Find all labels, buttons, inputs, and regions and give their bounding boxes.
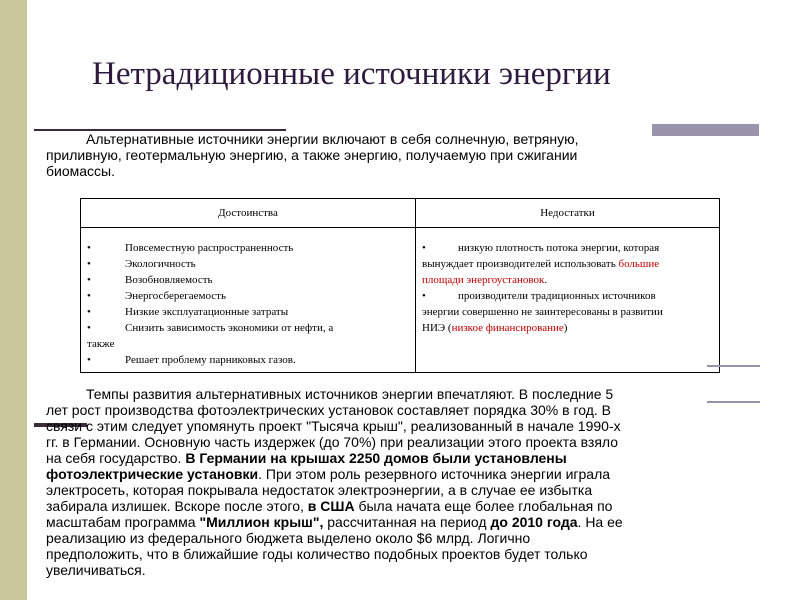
list-item-continuation: вынуждает производителей использовать большие bbox=[422, 258, 660, 270]
bullet-icon: • bbox=[87, 290, 91, 302]
body-line: фотоэлектрические установки. При этом роль резервного источника энергии играла bbox=[46, 466, 611, 482]
comparison-table bbox=[80, 198, 720, 373]
list-item: • Возобновляемость bbox=[87, 274, 213, 286]
list-item: • Низкие эксплуатационные затраты bbox=[87, 306, 289, 318]
list-item: • Решает проблему парниковых газов. bbox=[87, 354, 296, 366]
left-decorative-band bbox=[0, 0, 27, 600]
intro-line: биомассы. bbox=[46, 163, 115, 179]
list-item-continuation: площади энергоустановок. bbox=[422, 274, 548, 286]
list-item: • низкую плотность потока энергии, которая bbox=[422, 242, 660, 254]
accent-bar bbox=[707, 365, 760, 367]
slide-title: Нетрадиционные источники энергии bbox=[92, 56, 611, 92]
bullet-icon: • bbox=[87, 274, 91, 286]
body-line: лет рост производства фотоэлектрических установок составляет порядка 30% в год. В bbox=[46, 402, 612, 418]
bullet-icon: • bbox=[87, 354, 91, 366]
body-line: на себя государство. В Германии на крышах 2250 домов были установлены bbox=[46, 450, 567, 466]
list-item: • производители традиционных источников bbox=[422, 290, 656, 302]
list-item-continuation: также bbox=[87, 338, 115, 350]
body-line: забирала излишек. Вскоре после этого, в США была начата еще более глобальная по bbox=[46, 498, 613, 514]
bullet-icon: • bbox=[87, 306, 91, 318]
list-item-continuation: энергии совершенно не заинтересованы в развитии bbox=[422, 306, 663, 318]
bullet-icon: • bbox=[87, 258, 91, 270]
list-item: • Экологичность bbox=[87, 258, 196, 270]
header-advantages: Достоинства bbox=[81, 199, 416, 228]
body-line: гг. в Германии. Основную часть издержек (до 70%) при реализации этого проекта взяло bbox=[46, 434, 619, 450]
list-item: • Энергосберегаемость bbox=[87, 290, 226, 302]
list-item: • Снизить зависимость экономики от нефти, а bbox=[87, 322, 334, 334]
intro-line: Альтернативные источники энергии включают в себя солнечную, ветряную, bbox=[86, 131, 579, 147]
list-item: • Повсеместную распространенность bbox=[87, 242, 294, 254]
bullet-icon: • bbox=[422, 242, 426, 254]
bullet-icon: • bbox=[87, 242, 91, 254]
body-line: Темпы развития альтернативных источников энергии впечатляют. В последние 5 bbox=[86, 386, 614, 402]
body-line: предположить, что в ближайшие годы количество подобных проектов будет только bbox=[46, 546, 588, 562]
advantages-cell bbox=[81, 228, 416, 373]
body-line: электросеть, которая покрывала недостаток электроэнергии, а в случае ее избытка bbox=[46, 482, 593, 498]
bullet-icon: • bbox=[87, 322, 91, 334]
header-disadvantages: Недостатки bbox=[416, 199, 720, 228]
body-line: увеличиваться. bbox=[46, 562, 146, 578]
body-line: масштабам программа "Миллион крыш", рассчитанная на период до 2010 года. На ее bbox=[46, 514, 623, 530]
body-line: реализацию из федерального бюджета выделено около $6 млрд. Логично bbox=[46, 530, 531, 546]
bullet-icon: • bbox=[422, 290, 426, 302]
body-line: связи с этим следует упомянуть проект "Тысяча крыш", реализованный в начале 1990-х bbox=[46, 418, 621, 434]
list-item-continuation: НИЭ (низкое финансирование) bbox=[422, 322, 568, 334]
intro-line: приливную, геотермальную энергию, а также энергию, получаемую при сжигании bbox=[46, 147, 578, 163]
body-paragraph bbox=[46, 386, 770, 578]
disadvantages-cell bbox=[416, 228, 720, 373]
intro-paragraph bbox=[46, 131, 766, 179]
